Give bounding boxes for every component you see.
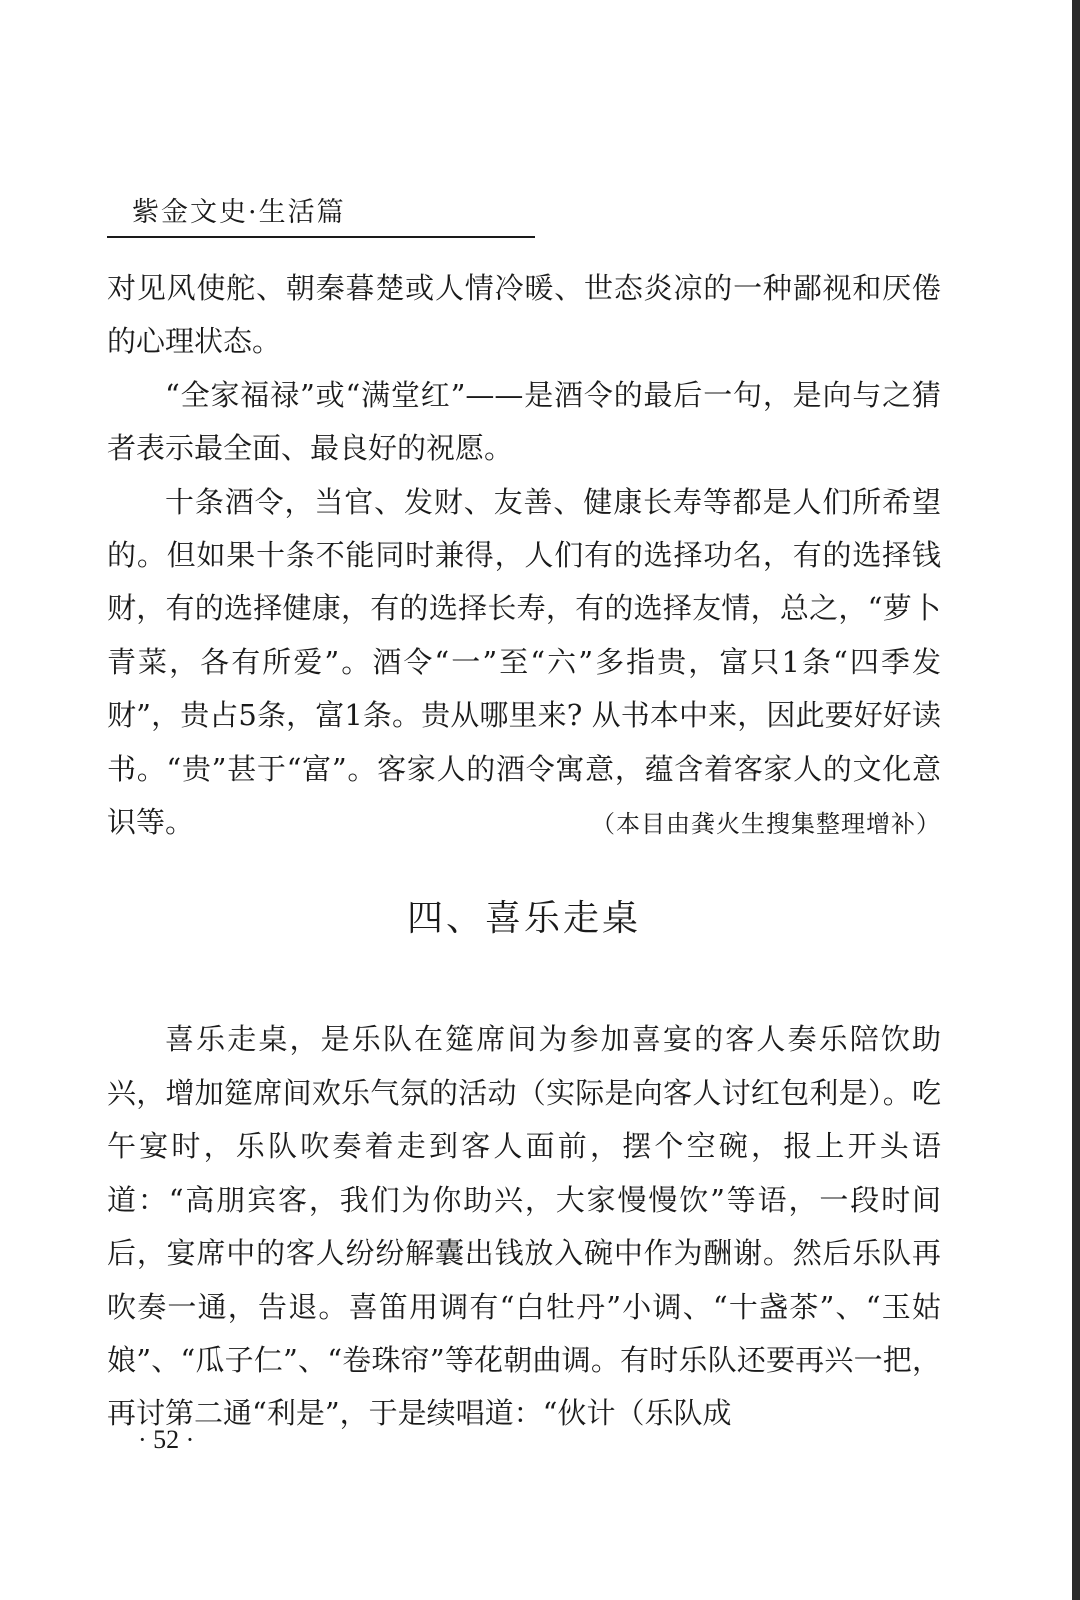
paragraph-ten-toasts: [107, 476, 941, 850]
paragraph-section-body: 喜乐走桌，是乐队在筵席间为参加喜宴的客人奏乐陪饮助兴，增加筵席间欢乐气氛的活动（实际是向客人讨红包利是）。吃午宴时，乐队吹奏着走到客人面前，摆个空碗，报上开头语道：“高朋宾客，我们为你助兴，大家慢慢饮”等语，一段时间后，宴席中的客人纷纷解囊出钱放入碗中作为酬谢。然后乐队再吹奏一通，告退。喜笛用调有“白牡丹”小调、“十盏茶”、“玉姑娘”、“瓜子仁”、“卷珠帘”等花朝曲调。有时乐队还要再兴一把，再讨第二通“利是”，于是续唱道：“伙计（乐队成: [107, 1022, 941, 1431]
credit-note: （本目由龚火生搜集整理增补）: [591, 810, 941, 839]
paragraph-ten-toasts-text: 十条酒令，当官、发财、友善、健康长寿等都是人们所希望的。但如果十条不能同时兼得，人们有的选择功名，有的选择钱财，有的选择健康，有的选择长寿，有的选择友情，总之，“萝卜青菜，各有所爱”。酒令“一”至“六”多指贵，富只1条“四季发财”，贵占5条，富1条。贵从哪里来? 从书本中来，因此要好好读书。“贵”甚于“富”。客家人的酒令寓意，蕴含着客家人的文化意识等。: [107, 484, 941, 840]
paragraph-quote-blessing: “全家福禄”或“满堂红”——是酒令的最后一句，是向与之猜者表示最全面、最良好的祝愿。: [107, 377, 941, 466]
running-header: 紫金文史·生活篇: [132, 197, 346, 228]
header-rule: [107, 236, 535, 238]
page-body: [107, 262, 941, 1441]
section-title: 四、喜乐走桌: [406, 898, 641, 940]
scan-edge-shadow: [1072, 0, 1080, 1600]
paragraph-continued: 对见风使舵、朝秦暮楚或人情冷暖、世态炎凉的一种鄙视和厌倦的心理状态。: [107, 271, 941, 359]
page-number: · 52 ·: [138, 1425, 195, 1454]
